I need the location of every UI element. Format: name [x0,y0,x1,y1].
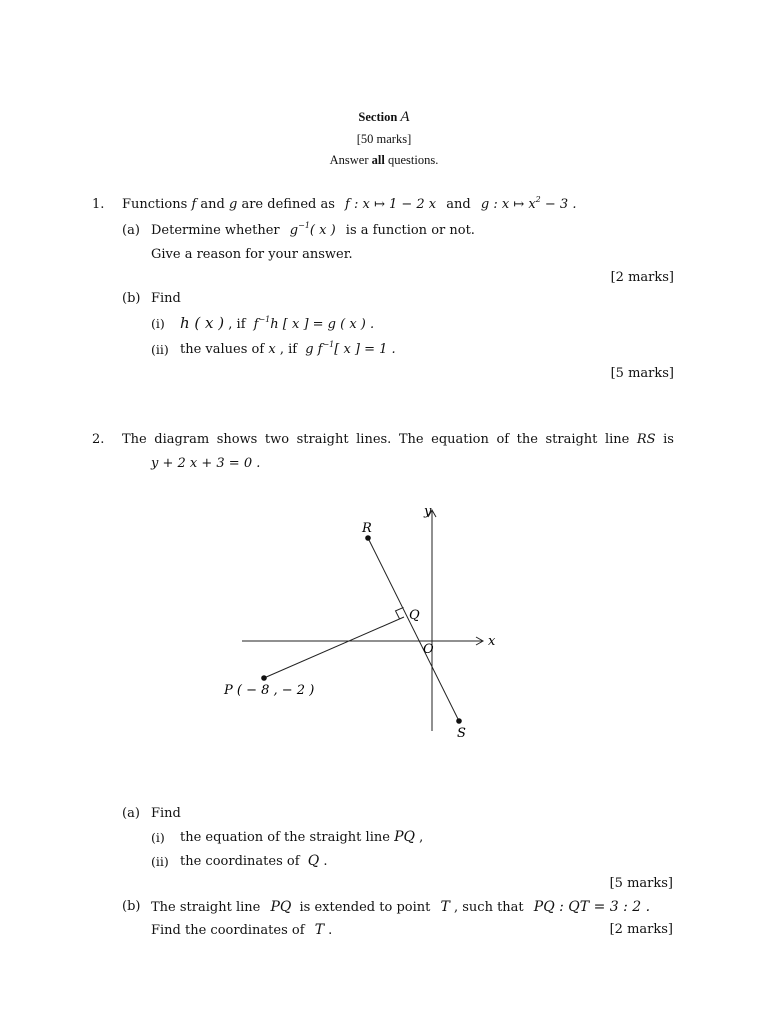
q1a-expr-tail: ( x ) [309,223,336,238]
label-p: P ( − 8 , − 2 ) [224,683,315,698]
q1bii-expr-tail: [ x ] = 1 . [334,342,396,357]
question-2-number: 2. [92,432,105,447]
q2aii-q: Q [307,853,320,869]
q2aii-text [180,853,327,869]
q1bii-expr-base: g f [305,342,323,357]
q2b-pq: PQ [270,899,292,915]
q2-word: equation [431,432,489,447]
q1bi-expr-tail: h [ x ] = g ( x ) . [270,317,375,332]
q1b-marks: [5 marks] [610,366,674,381]
q1bii-text-1: the values of [180,342,265,357]
q2aii-label: (ii) [151,854,169,869]
q2ai-tail: , [419,830,424,845]
q2b-line2-tail: . [328,923,333,938]
q1b-label: (b) [122,291,141,306]
q2-word: The [398,432,424,447]
q2-word: is [663,432,674,447]
section-marks: [50 marks] [356,132,412,146]
q2a-marks: [5 marks] [609,876,673,891]
q1a-marks: [2 marks] [610,270,674,285]
q1-stem-text-2: are defined as [241,197,335,212]
section-word: Section [358,110,398,124]
q1a-text-2: is a function or not. [345,223,475,238]
q1bii-x: x [268,342,276,357]
q1a-text-1: Determine whether [151,223,280,238]
label-y: y [424,504,432,519]
q1bii-expr-exp: −1 [322,340,335,349]
q2-word: The [122,432,147,447]
q2-word: diagram [154,432,210,447]
q1-gdef-base: g : x ↦ x [480,197,536,212]
q2aii-tail: . [323,854,328,869]
q1-gdef-tail: − 3 . [540,197,577,212]
instructions-bold: all [371,153,385,167]
q2-word: straight [545,432,598,447]
q1bi-if: , if [228,317,246,332]
label-r: R [362,521,372,536]
label-origin: O [423,642,434,657]
q2b-line2-t: T [314,922,325,938]
q1b-text: Find [151,291,181,306]
line-pq [264,617,404,678]
q2-equation: y + 2 x + 3 = 0 . [151,456,261,471]
q2b-line2-text: Find the coordinates of [151,923,305,938]
point-r [365,535,371,541]
label-q: Q [409,608,420,623]
label-s: S [457,726,466,741]
q2b-ratio: PQ : QT = 3 : 2 . [533,899,651,915]
q2-word: of [496,432,510,447]
q1a-expr-exp: −1 [298,221,310,230]
q2-word: line [604,432,630,447]
q2-word: straight [296,432,349,447]
q2b-label: (b) [122,899,141,914]
q2b-text-1: The straight line [151,900,261,915]
q2a-text: Find [151,806,181,821]
q1a-label: (a) [122,223,140,238]
q2aii-text-1: the coordinates of [180,854,300,869]
q1bii-if: , if [279,342,298,357]
q1bii-label: (ii) [151,342,169,357]
q2-word: the [516,432,538,447]
q2b-marks: [2 marks] [609,922,673,937]
q1-g: g [229,197,238,212]
q1-and: and [200,197,225,212]
q1-gdef-exp: 2 [535,195,541,204]
question-1-number: 1. [92,197,105,212]
q2ai-text [180,829,423,845]
q2b-text [151,899,650,915]
instructions-pre: Answer [329,153,369,167]
q1-f: f [191,197,197,212]
q2ai-text-1: the equation of the straight line [180,830,390,845]
instructions-post: questions. [387,153,439,167]
q1bi-expr-f: f [253,317,259,332]
q2b-t: T [440,899,450,915]
q2-word: two [264,432,290,447]
q1-f-definition: f : x ↦ 1 − 2 x [345,197,437,212]
section-letter: A [400,109,410,125]
q1-and-2: and [446,197,471,212]
label-x: x [488,634,496,649]
q2ai-label: (i) [151,830,165,845]
line-rs [368,538,459,721]
q1a-expr-base: g [289,223,299,238]
q2b-line2 [151,922,332,938]
q1bi-h: h ( x ) [180,314,225,332]
q2-word: lines. [356,432,392,447]
q2b-text-3: , such that [453,900,524,915]
q2-word: shows [216,432,258,447]
q2b-text-2: is extended to point [299,900,431,915]
point-p [261,675,267,681]
q2-word-rs: RS [636,432,656,447]
point-s [456,718,462,724]
q1bi-label: (i) [151,316,165,331]
q1a-line2: Give a reason for your answer. [151,247,353,262]
q2ai-pq: PQ [394,829,415,845]
q2a-label: (a) [122,806,140,821]
q1-stem-text: Functions [122,197,188,212]
q1bi-expr-exp: −1 [258,315,271,324]
